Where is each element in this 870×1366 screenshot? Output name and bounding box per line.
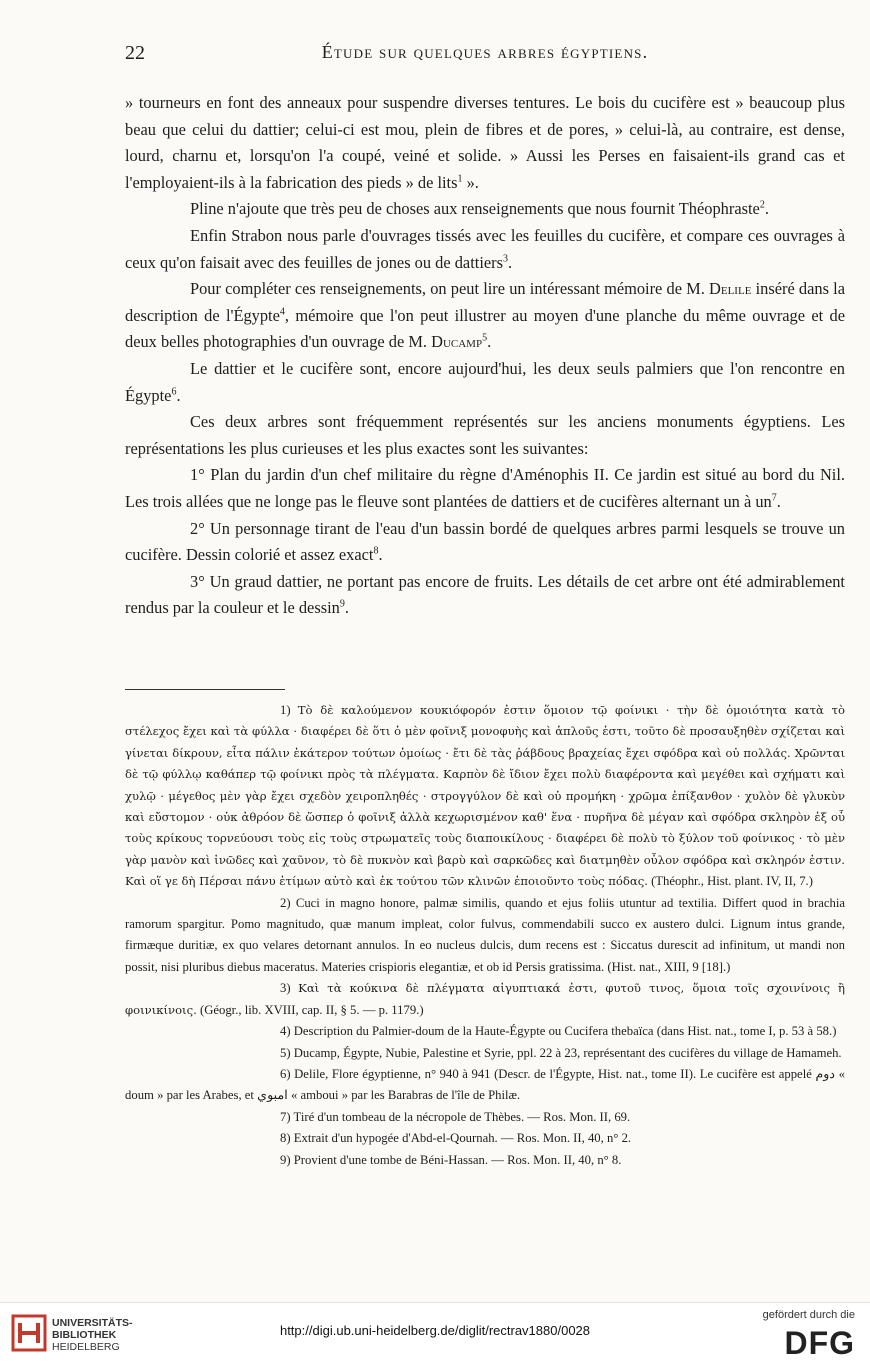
paragraph: 3° Un graud dattier, ne portant pas encore de fruits. Les détails de cet arbre ont été admirablement rendus par la couleur et le dessin$^9$. [125,571,845,618]
footnote-5: 5) Ducamp, Égypte, Nubie, Palestine et Syrie, ppl. 22 à 23, représentant des cucifères du village de Hamameh. [280,1045,842,1060]
footnote-ref[interactable]: 7 [771,492,777,504]
footnote-ref[interactable]: 6 [171,386,177,398]
university-library-name: UNIVERSITÄTS- BIBLIOTHEK HEIDELBERG [52,1317,133,1353]
paragraph: Enfin Strabon nous parle d'ouvrages tissés avec les feuilles du cucifère, et compare ces ouvrages à ceux qu'on faisait avec des feuilles de jones ou de dattiers$^3$. [125,225,845,272]
paragraph: » tourneurs en font des anneaux pour suspendre diverses tentures. Le bois du cucifère est » beaucoup plus beau que celui du dattier; celui-ci est mou, plein de fibres et de pores, » celui-là, au contraire, est dense, lourd, charnu et, lorsqu'on l'a coupé, veiné et solide. » Aussi les Perses en faisaient-ils grand cas et l'employaient-ils à la fabrication des pieds » de lits$^1$ ». [125,93,845,192]
footnote-ref[interactable]: 5 [482,332,488,344]
paragraph: Le dattier et le cucifère sont, encore aujourd'hui, les deux seuls palmiers que l'on rencontre en Égypte$^6$. [125,358,845,405]
footnote-6: 6) Delile, Flore égyptienne, n° 940 à 941 (Descr. de l'Égypte, Hist. nat., tome II). Le cucifère est appelé دوم « doum » par les Arabes, et امبوي « amboui » par les Barabras de l'île de Philæ. [125,1066,845,1103]
paragraph: Pline n'ajoute que très peu de choses aux renseignements que nous fournit Théophraste$^2$. [190,199,769,219]
footnote-1: 1) Τὸ δὲ καλούμενον κουκιόφορόν ἐστιν ὅμοιον τῷ φοίνικι · τὴν δὲ ὁμοιότητα κατὰ τὸ στέλεχος ἔχει καὶ τὰ φύλλα · διαφέρει δὲ ὅτι ὁ μὲν φοῖνιξ μονοφυὴς καὶ ἁπλοῦς ἐστι, τοῦτο δὲ προσαυξηθὲν σχίζεται καὶ γίνεται δίκρουν, εἶτα πάλιν ἑκάτερον τούτων ὁμοίως · ἔτι δὲ τὰς ῥάβδους βραχείας ἔχει σφόδρα καὶ οὐ πολλάς. Χρῶνται δὲ τῷ φύλλῳ καθάπερ τῷ φοίνικι πρὸς τὰ πλέγματα. Καρπὸν δὲ ἴδιον ἔχει πολὺ διαφέροντα καὶ μεγέθει καὶ σχήματι καὶ χυλῷ · μέγεθος μὲν γὰρ ἔχει σχεδὸν χειροπληθές · στρογγύλον δὲ καὶ οὐ προμήκη · χρῶμα ἐπίξανθον · χυλὸν δὲ γλυκὺν καὶ εὔστομον · οὐκ ἀθρόον δὲ ὥσπερ ὁ φοῖνιξ ἀλλὰ κεχωρισμένον καθ' ἕνα · πυρῆνα δὲ μέγαν καὶ σφόδρα σκληρὸν ἐξ οὗ τοὺς κρίκους τορνεύουσι τοὺς εἰς τοὺς στρωματεῖς τοὺς διαποικίλους · διαφέρει δὲ πολὺ τὸ ξύλον τοῦ φοίνικος · τὸ μὲν γὰρ μανὸν καὶ ἰνῶδες καὶ χαῦνον, τὸ δὲ πυκνὸν καὶ βαρὺ καὶ σαρκῶδες καὶ διατμηθὲν οὖλον σφόδρα καὶ σκληρόν ἐστιν. Καὶ οἵ γε δὴ Πέρσαι πάνυ ἐτίμων αὐτὸ καὶ ἐκ τούτου τῶν κλινῶν ἐποιοῦντο τοὺς πόδας. (Théophr., Hist. plant. IV, II, 7.) [125,703,845,889]
paragraph: Ces deux arbres sont fréquemment représentés sur les anciens monuments égyptiens. Les représentations les plus curieuses et les plus exactes sont les suivantes: [125,412,845,458]
footnote-2: 2) Cuci in magno honore, palmæ similis, quando et ejus foliis utuntur ad textilia. Differt quod in brachia ramorum spargitur. Pomo magnitudo, quæ manum impleat, color fulvus, commendabili succo ex austero dulci. Lignum intus grande, firmæque duritiæ, ex quo velares detornant annulos. In eo nucleus dulcis, dum recens est : Siccatus durescit ad infinitum, ut mandi non possit, nisi pluribus diebus maceratus. Materies crispioris elegantiæ, et ob id Persis gratissima. (Hist. nat., XIII, 9 [18].) [125,895,845,974]
permalink-url[interactable]: http://digi.ub.uni-heidelberg.de/diglit/rectrav1880/0028 [279,1323,591,1338]
viewer-footer [0,1302,870,1366]
footnote-8: 8) Extrait d'un hypogée d'Abd-el-Qournah. — Ros. Mon. II, 40, n° 2. [280,1131,632,1146]
paragraph: Pour compléter ces renseignements, on peut lire un intéressant mémoire de M. Delile inséré dans la description de l'Égypte$^4$, mémoire que l'on peut illustrer au moyen d'une planche du même ouvrage et de deux belles photographies d'un ouvrage de M. Ducamp$^5$. [125,279,845,352]
running-title: Étude sur quelques arbres égyptiens. [321,42,649,62]
footnote-ref[interactable]: 9 [339,598,345,610]
footnotes [125,700,845,1171]
footnote-ref[interactable]: 4 [279,306,285,318]
footnote-3: 3) Καὶ τὰ κούκινα δὲ πλέγματα αἰγυπτιακά ἐστι, φυτοῦ τινος, ὅμοια τοῖς σχοινίνοις ἢ φοινικίνοις. (Géogr., lib. XVIII, cap. II, § 5. — p. 1179.) [125,981,845,1017]
page-number: 22 [125,42,145,64]
footnote-divider [125,689,285,690]
footnote-ref[interactable]: 8 [373,545,379,557]
paragraph: 2° Un personnage tirant de l'eau d'un bassin bordé de quelques arbres parmi lesquels se trouve un cucifère. Dessin colorié et assez exact$^8$. [125,518,845,565]
arabic-word: دوم [815,1066,836,1081]
paragraph: 1° Plan du jardin d'un chef militaire du règne d'Aménophis II. Ce jardin est situé au bord du Nil. Les trois allées que ne longe pas le fleuve sont plantées de dattiers et de cucifères alternant un à $un^7$. [125,465,845,511]
main-text [125,90,845,622]
arabic-word: امبوي [257,1088,288,1103]
footnote-ref[interactable]: 3 [503,253,508,265]
page-header [125,42,845,68]
footnote-7: 7) Tiré d'un tombeau de la nécropole de Thèbes. — Ros. Mon. II, 69. [280,1109,631,1124]
footnote-9: 9) Provient d'une tombe de Béni-Hassan. — Ros. Mon. II, 40, n° 8. [280,1152,622,1167]
footnote-ref[interactable]: 1 [457,173,463,185]
footnote-ref[interactable]: 2 [759,199,765,211]
funding-label: gefördert durch die [762,1309,855,1321]
footnote-4: 4) Description du Palmier-doum de la Haute-Égypte ou Cucifera thebaïca (dans Hist. nat., tome I, p. 53 à 58.) [280,1024,837,1039]
dfg-logo[interactable]: DFG [784,1325,855,1361]
